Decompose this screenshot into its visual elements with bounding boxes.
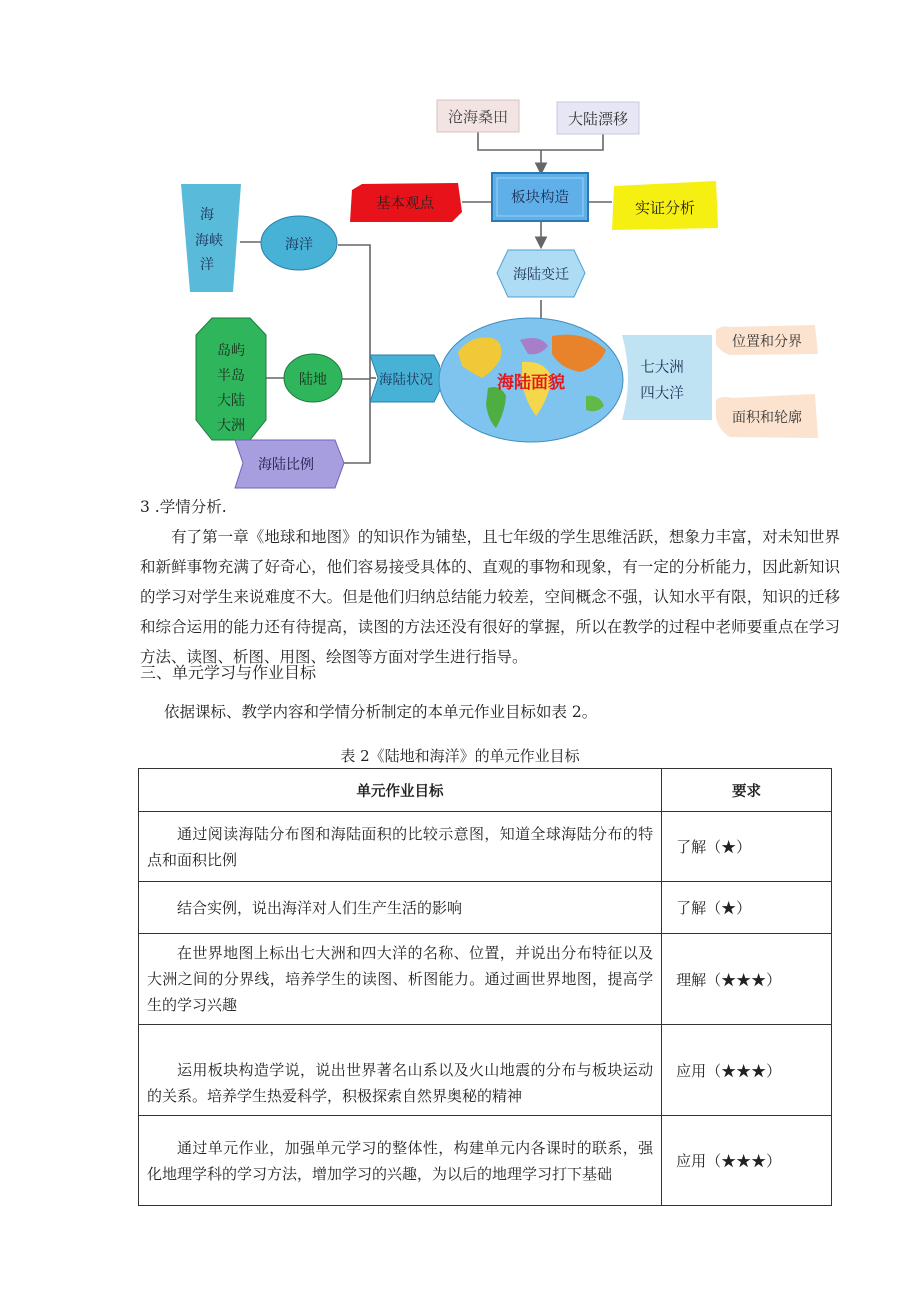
table-row [139,882,832,934]
node-haiyang-label: 海洋 [285,237,313,253]
table-caption: 表 2《陆地和海洋》的单元作业目标 [340,747,580,765]
node-dalu-piaoyi-label: 大陆漂移 [567,110,629,128]
dazhou-label: 大洲 [217,418,245,434]
goal-cell: 通过阅读海陆分布图和海陆面积的比较示意图，知道全球海陆分布的特点和面积比例 [139,812,662,882]
goal-cell: 通过单元作业，加强单元学习的整体性，构建单元内各课时的联系，强化地理学科的学习方法，增加学习的兴趣，为以后的地理学习打下基础 [139,1116,662,1206]
node-canghai-label: 沧海桑田 [447,108,509,126]
node-bankuai-gouzao-label: 板块构造 [511,190,569,206]
node-canghai [437,100,519,132]
yang-label: 洋 [200,257,214,273]
daoyu-label: 岛屿 [217,343,245,359]
table-row [139,1025,832,1116]
node-mianji-lunkuo [716,394,818,438]
node-hailu-bili-label: 海陆比例 [258,457,314,473]
concept-map [0,0,920,495]
qi-dazhou-label: 七大洲 [640,360,684,376]
section-heading: 3 .学情分析. [140,498,227,516]
node-shizheng-fenxi [612,181,718,230]
node-hailu-zhuangkuang [370,355,446,402]
node-weizhi-fenjie-label: 位置和分界 [732,334,802,350]
node-ludi-label: 陆地 [299,372,327,388]
header-requirement: 要求 [662,769,832,812]
goals-table [138,768,832,1206]
table-header-row [139,769,832,812]
node-ludi [284,354,342,402]
node-hailu-zhuangkuang-label: 海陆状况 [379,372,433,388]
haixia-label: 海峡 [195,233,223,249]
dalu-label: 大陆 [217,393,245,409]
node-hailu-mianmao-label: 海陆面貌 [497,373,565,393]
node-dao-list [196,318,266,440]
node-mianji-lunkuo-label: 面积和轮廓 [732,410,802,426]
hai-label: 海 [200,207,214,223]
world-map-globe [439,318,623,442]
node-jiben-guandian [350,183,462,222]
requirement-cell: 应用（★★★） [662,1116,832,1206]
node-weizhi-fenjie [716,325,818,355]
node-shizheng-fenxi-label: 实证分析 [634,199,696,217]
si-dayang-label: 四大洋 [640,386,684,402]
requirement-cell: 理解（★★★） [662,934,832,1025]
goal-cell: 在世界地图上标出七大洲和四大洋的名称、位置，并说出分布特征以及大洲之间的分界线，培养学生的读图、析图能力。通过画世界地图，提高学生的学习兴趣 [139,934,662,1025]
section-title: 三、单元学习与作业目标 [140,663,317,682]
intro-text: 依据课标、教学内容和学情分析制定的本单元作业目标如表 2。 [164,703,598,721]
analysis-paragraph: 有了第一章《地球和地图》的知识作为铺垫，且七年级的学生思维活跃，想象力丰富，对未知世界和新鲜事物充满了好奇心，他们容易接受具体的、直观的事物和现象，有一定的分析能力，因此新知识的学习对学生来说难度不大。但是他们归纳总结能力较差，空间概念不强，认知水平有限，知识的迁移和综合运用的能力还有待提高，读图的方法还没有很好的掌握，所以在教学的过程中老师要重点在学习方法、读图、析图、用图、绘图等方面对学生进行指导。 [140,528,840,666]
table-row [139,934,832,1025]
node-dalu-piaoyi [557,102,639,134]
node-hai-haixia-yang [181,184,241,292]
section-student-analysis [140,492,840,672]
node-haiyang [261,216,337,270]
node-qi-si [622,335,712,420]
node-hailu-bianqian [497,250,585,297]
header-goal: 单元作业目标 [139,769,662,812]
node-jiben-guandian-label: 基本观点 [376,196,434,212]
node-hailu-bianqian-label: 海陆变迁 [513,267,569,283]
goal-cell: 运用板块构造学说，说出世界著名山系以及火山地震的分布与板块运动的关系。培养学生热爱科学，积极探索自然界奥秘的精神 [139,1025,662,1116]
requirement-cell: 应用（★★★） [662,1025,832,1116]
bandao-label: 半岛 [217,368,245,384]
goal-cell: 结合实例，说出海洋对人们生产生活的影响 [139,882,662,934]
table-row [139,1116,832,1206]
requirement-cell: 了解（★） [662,812,832,882]
table-row [139,812,832,882]
node-hailu-bili [235,440,344,488]
node-bankuai-gouzao [492,173,588,221]
requirement-cell: 了解（★） [662,882,832,934]
